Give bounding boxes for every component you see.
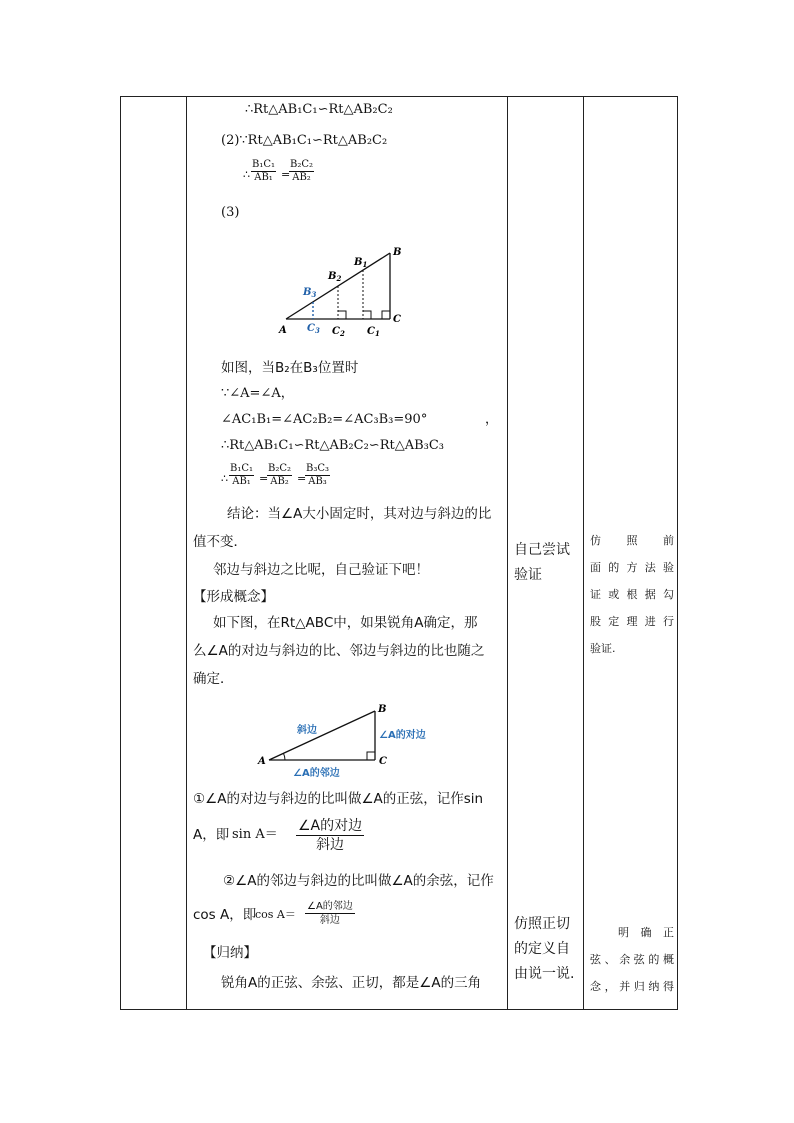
label-opposite: ∠A的对边 xyxy=(379,730,426,741)
label-a: A xyxy=(279,325,287,336)
as-shown-text: 如图，当B₂在B₃位置时 xyxy=(221,360,359,376)
similar-triangles-1: ∴Rt△AB₁C₁∽Rt△AB₂C₂ xyxy=(245,102,393,117)
sine-definition-line-1: ①∠A的对边与斜边的比叫做∠A的正弦，记作sin xyxy=(193,791,484,807)
fraction-b1c1-ab1: $\frac{\text{B₁C₁}}{\text{AB₁}}$ xyxy=(252,159,276,183)
sine-numerator: ∠A的对边 xyxy=(298,818,363,834)
label-c1: $C_1$ xyxy=(367,326,380,338)
label-a: A xyxy=(258,756,266,767)
design-intent-1 xyxy=(590,527,674,662)
right-angle-mark xyxy=(367,752,375,760)
cos-definition-prefix: cos A，即 xyxy=(193,907,257,923)
therefore-symbol-2: ∴ xyxy=(221,472,228,485)
intent-1-line-3: 证或根据勾 xyxy=(590,588,674,601)
sine-fraction xyxy=(296,817,364,854)
intent-1-line-4: 股定理进行 xyxy=(590,615,674,628)
equals-sign-3: = xyxy=(297,472,307,485)
equals-sign-2: = xyxy=(259,472,269,485)
right-angle-mark-c xyxy=(382,311,390,319)
right-angles-text: ∠AC₁B₁=∠AC₂B₂=∠AC₃B₃=90° xyxy=(221,412,428,427)
cos-definition-line-1: ②∠A的邻边与斜边的比叫做∠A的余弦，记作 xyxy=(223,873,494,889)
label-c: C xyxy=(393,314,401,325)
form-concept-heading: 【形成概念】 xyxy=(193,589,274,605)
step-2-statement: (2)∵Rt△AB₁C₁∽Rt△AB₂C₂ xyxy=(221,133,388,148)
activity-1-line-2: 验证 xyxy=(514,567,542,583)
student-activity-1 xyxy=(514,538,580,588)
fraction-b2c2-ab2: $\frac{\text{B₂C₂}}{\text{AB₂}}$ xyxy=(290,159,314,183)
therefore-symbol-1: ∴ xyxy=(243,168,250,181)
intent-2-line-1: 明 确 正 xyxy=(618,926,674,939)
intent-2-line-3: 念，并归纳得 xyxy=(590,980,674,993)
fraction-b3c3-ab3: $\frac{\text{B₃C₃}}{\text{AB₃}}$ xyxy=(306,463,330,487)
similar-triangles-3: ∴Rt△AB₁C₁∽Rt△AB₂C₂∽Rt△AB₃C₃ xyxy=(221,438,445,453)
intent-1-line-2: 面的方法验 xyxy=(590,561,674,574)
angle-equal-text: ∵∠A=∠A， xyxy=(221,386,294,401)
activity-2-line-1: 仿照正切 xyxy=(514,916,570,932)
cos-fraction xyxy=(305,900,355,927)
intent-1-line-5: 验证. xyxy=(590,642,616,655)
angle-a-arc xyxy=(284,753,286,760)
sine-definition-prefix: A，即 xyxy=(193,827,230,843)
column-divider-3 xyxy=(583,96,584,1010)
activity-2-line-3: 由说一说. xyxy=(514,966,575,982)
conclusion-line-1: 结论：当∠A大小固定时，其对边与斜边的比 xyxy=(227,506,492,522)
label-b3: $B_3$ xyxy=(303,287,317,299)
sine-equation-lhs: sin A＝ xyxy=(232,827,278,842)
concept-line-2: 么∠A的对边与斜边的比、邻边与斜边的比也随之 xyxy=(193,643,485,659)
intent-2-line-2: 弦、余弦的概 xyxy=(590,953,674,966)
step-3-label: (3) xyxy=(221,205,240,220)
column-divider-2 xyxy=(507,96,508,1010)
label-c: C xyxy=(379,756,387,767)
similar-triangles-figure xyxy=(276,240,410,340)
student-activity-2 xyxy=(514,912,580,987)
side-ab xyxy=(269,711,375,760)
sine-denominator: 斜边 xyxy=(316,837,345,853)
label-b: B xyxy=(393,247,402,258)
fraction-b1c1-ab1-second: $\frac{\text{B₁C₁}}{\text{AB₁}}$ xyxy=(230,463,254,487)
activity-2-line-2: 的定义自 xyxy=(514,941,570,957)
right-angle-mark-c2 xyxy=(338,311,346,319)
label-b2: $B_2$ xyxy=(328,271,342,283)
label-hypotenuse: 斜边 xyxy=(297,725,317,736)
label-c3: $C_3$ xyxy=(307,323,320,335)
intent-1-line-1: 仿 照 前 xyxy=(590,534,674,547)
conclusion-line-2: 值不变． xyxy=(193,534,247,550)
concept-line-1: 如下图，在Rt△ABC中，如果锐角A确定，那 xyxy=(213,615,478,631)
label-c2: $C_2$ xyxy=(332,326,345,338)
activity-1-line-1: 自己尝试 xyxy=(514,542,570,558)
trailing-comma: ， xyxy=(485,412,499,427)
cos-equation-lhs: cos A＝ xyxy=(255,908,296,921)
equals-sign: = xyxy=(281,168,291,181)
label-b: B xyxy=(378,704,387,715)
adjacent-verify-text: 邻边与斜边之比呢，自己验证下吧！ xyxy=(213,562,429,578)
summary-line: 锐角A的正弦、余弦、正切，都是∠A的三角 xyxy=(221,975,482,991)
cos-numerator: ∠A的邻边 xyxy=(307,901,353,912)
summary-heading: 【归纳】 xyxy=(203,945,257,961)
column-divider-1 xyxy=(186,96,187,1010)
label-b1: $B_1$ xyxy=(354,257,368,269)
fraction-b2c2-ab2-second: $\frac{\text{B₂C₂}}{\text{AB₂}}$ xyxy=(268,463,292,487)
cos-denominator: 斜边 xyxy=(319,915,340,926)
label-adjacent: ∠A的邻边 xyxy=(293,768,340,779)
right-angle-mark-c1 xyxy=(363,311,371,319)
right-triangle-figure xyxy=(255,700,445,784)
concept-line-3: 确定． xyxy=(193,671,234,687)
design-intent-2 xyxy=(590,919,674,1000)
